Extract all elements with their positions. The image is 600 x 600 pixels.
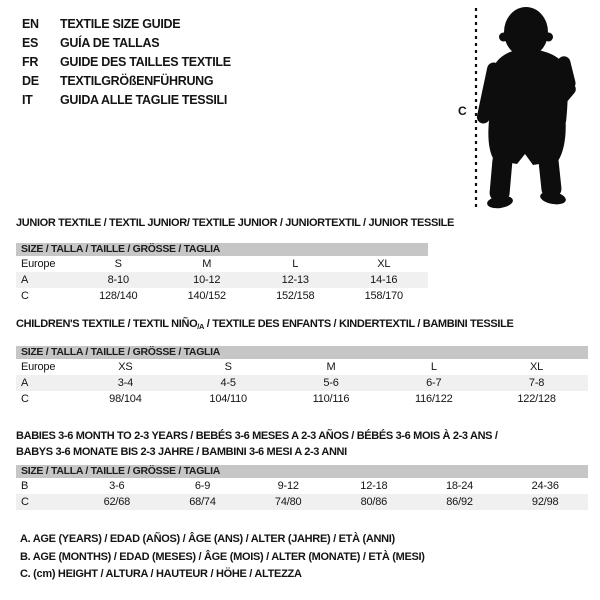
language-code: FR [22, 55, 39, 69]
size-cell: XL [377, 258, 391, 270]
row-label: C [21, 290, 29, 302]
children-table-section [16, 318, 588, 407]
table-row-europe [16, 359, 588, 375]
height-cell: 128/140 [99, 290, 138, 302]
age-cell: 12-18 [360, 480, 388, 492]
age-cell: 8-10 [107, 274, 129, 286]
height-cell: 86/92 [446, 496, 473, 508]
height-cell: 104/110 [209, 393, 247, 405]
row-label: Europe [21, 258, 56, 270]
language-row-it [22, 91, 231, 110]
junior-table-section [16, 217, 455, 304]
size-cell: M [326, 361, 336, 373]
table-row-age [16, 272, 428, 288]
height-cell: 152/158 [276, 290, 315, 302]
age-cell: 18-24 [445, 480, 474, 492]
legend-line-a: A. AGE (YEARS) / EDAD (AÑOS) / ÂGE (ANS) / ALTER (JAHRE) / ETÀ (ANNI) [20, 533, 395, 545]
age-cell: 4-5 [220, 377, 236, 389]
language-row-en [22, 15, 231, 34]
table-row-height [16, 494, 588, 510]
table-row-age [16, 375, 588, 391]
size-header-bar: SIZE / TALLA / TAILLE / GRÖSSE / TAGLIA [16, 465, 588, 478]
age-cell: 6-7 [426, 377, 442, 389]
row-label: A [21, 377, 29, 389]
language-row-es [22, 34, 231, 53]
age-cell: 6-9 [194, 480, 211, 492]
language-code: IT [22, 93, 33, 107]
table-row-height [16, 288, 428, 304]
title-text: CHILDREN'S TEXTILE / TEXTIL NIÑO [16, 318, 198, 330]
height-cell: 98/104 [109, 393, 142, 405]
language-code: EN [22, 17, 39, 31]
height-cell: 92/98 [531, 496, 559, 508]
children-table-title [16, 318, 588, 331]
height-cell: 122/128 [517, 393, 556, 405]
language-title: GUÍA DE TALLAS [60, 36, 160, 50]
size-header-bar: SIZE / TALLA / TAILLE / GRÖSSE / TAGLIA [16, 243, 428, 256]
age-cell: 14-16 [370, 274, 398, 286]
height-cell: 74/80 [274, 496, 302, 508]
row-label: C [21, 393, 29, 405]
size-header-bar: SIZE / TALLA / TAILLE / GRÖSSE / TAGLIA [16, 346, 588, 359]
size-cell: S [224, 361, 232, 373]
age-cell: 3-6 [109, 480, 125, 492]
title-text: / TEXTILE DES ENFANTS / KINDERTEXTIL / BAMBINI TESSILE [204, 318, 514, 330]
height-c-label: C [458, 104, 467, 118]
language-title-list [22, 15, 231, 110]
age-cell: 9-12 [277, 480, 299, 492]
legend-line-b: B. AGE (MONTHS) / EDAD (MESES) / ÂGE (MOIS) / ALTER (MONATE) / ETÀ (MESI) [20, 550, 425, 563]
height-cell: 116/122 [415, 393, 453, 405]
age-cell: 3-4 [117, 377, 134, 389]
height-cell: 80/86 [360, 496, 388, 508]
height-cell: 62/68 [103, 496, 131, 508]
row-label: A [21, 274, 29, 286]
language-row-de [22, 72, 231, 91]
size-cell: L [292, 258, 299, 270]
row-label: Europe [21, 361, 56, 373]
language-code: ES [22, 36, 39, 50]
junior-table-title: JUNIOR TEXTILE / TEXTIL JUNIOR/ TEXTILE JUNIOR / JUNIORTEXTIL / JUNIOR TESSILE [16, 217, 455, 229]
baby-silhouette-icon [445, 4, 600, 216]
height-cell: 158/170 [364, 290, 403, 302]
height-cell: 140/152 [187, 290, 226, 302]
age-cell: 5-6 [323, 377, 339, 389]
table-row-age-months [16, 478, 588, 494]
language-title: GUIDE DES TAILLES TEXTILE [60, 55, 231, 69]
age-cell: 24-36 [531, 480, 559, 492]
table-row-europe [16, 256, 428, 272]
table-row-height [16, 391, 588, 407]
size-cell: M [202, 258, 212, 270]
language-code: DE [22, 74, 39, 88]
size-cell: S [114, 258, 122, 270]
size-cell: XL [530, 361, 544, 373]
height-cell: 68/74 [189, 496, 216, 508]
baby-height-figure [445, 4, 600, 216]
size-cell: L [430, 361, 437, 373]
babies-table-title-line2: BABYS 3-6 MONATE BIS 2-3 JAHRE / BAMBINI 3-6 MESI A 2-3 ANNI [16, 446, 347, 458]
row-label: C [21, 496, 29, 508]
legend-line-c: C. (cm) HEIGHT / ALTURA / HAUTEUR / HÖHE / ALTEZZA [20, 568, 302, 580]
title-subscript: /A [197, 322, 205, 331]
language-title: TEXTILGRÖßENFÜHRUNG [60, 74, 214, 88]
age-cell: 7-8 [528, 377, 545, 389]
height-cell: 110/116 [312, 393, 350, 405]
age-cell: 12-13 [281, 274, 309, 286]
size-cell: XS [118, 361, 133, 373]
language-title: TEXTILE SIZE GUIDE [60, 17, 181, 31]
measurement-legend [20, 531, 425, 584]
babies-table-section [16, 428, 588, 510]
age-cell: 10-12 [193, 274, 221, 286]
babies-table-title-line1: BABIES 3-6 MONTH TO 2-3 YEARS / BEBÉS 3-6 MESES A 2-3 AÑOS / BÉBÉS 3-6 MOIS À 2-3 ANS / [16, 430, 498, 442]
language-title: GUIDA ALLE TAGLIE TESSILI [60, 93, 228, 107]
language-row-fr [22, 53, 231, 72]
row-label: B [21, 480, 29, 492]
